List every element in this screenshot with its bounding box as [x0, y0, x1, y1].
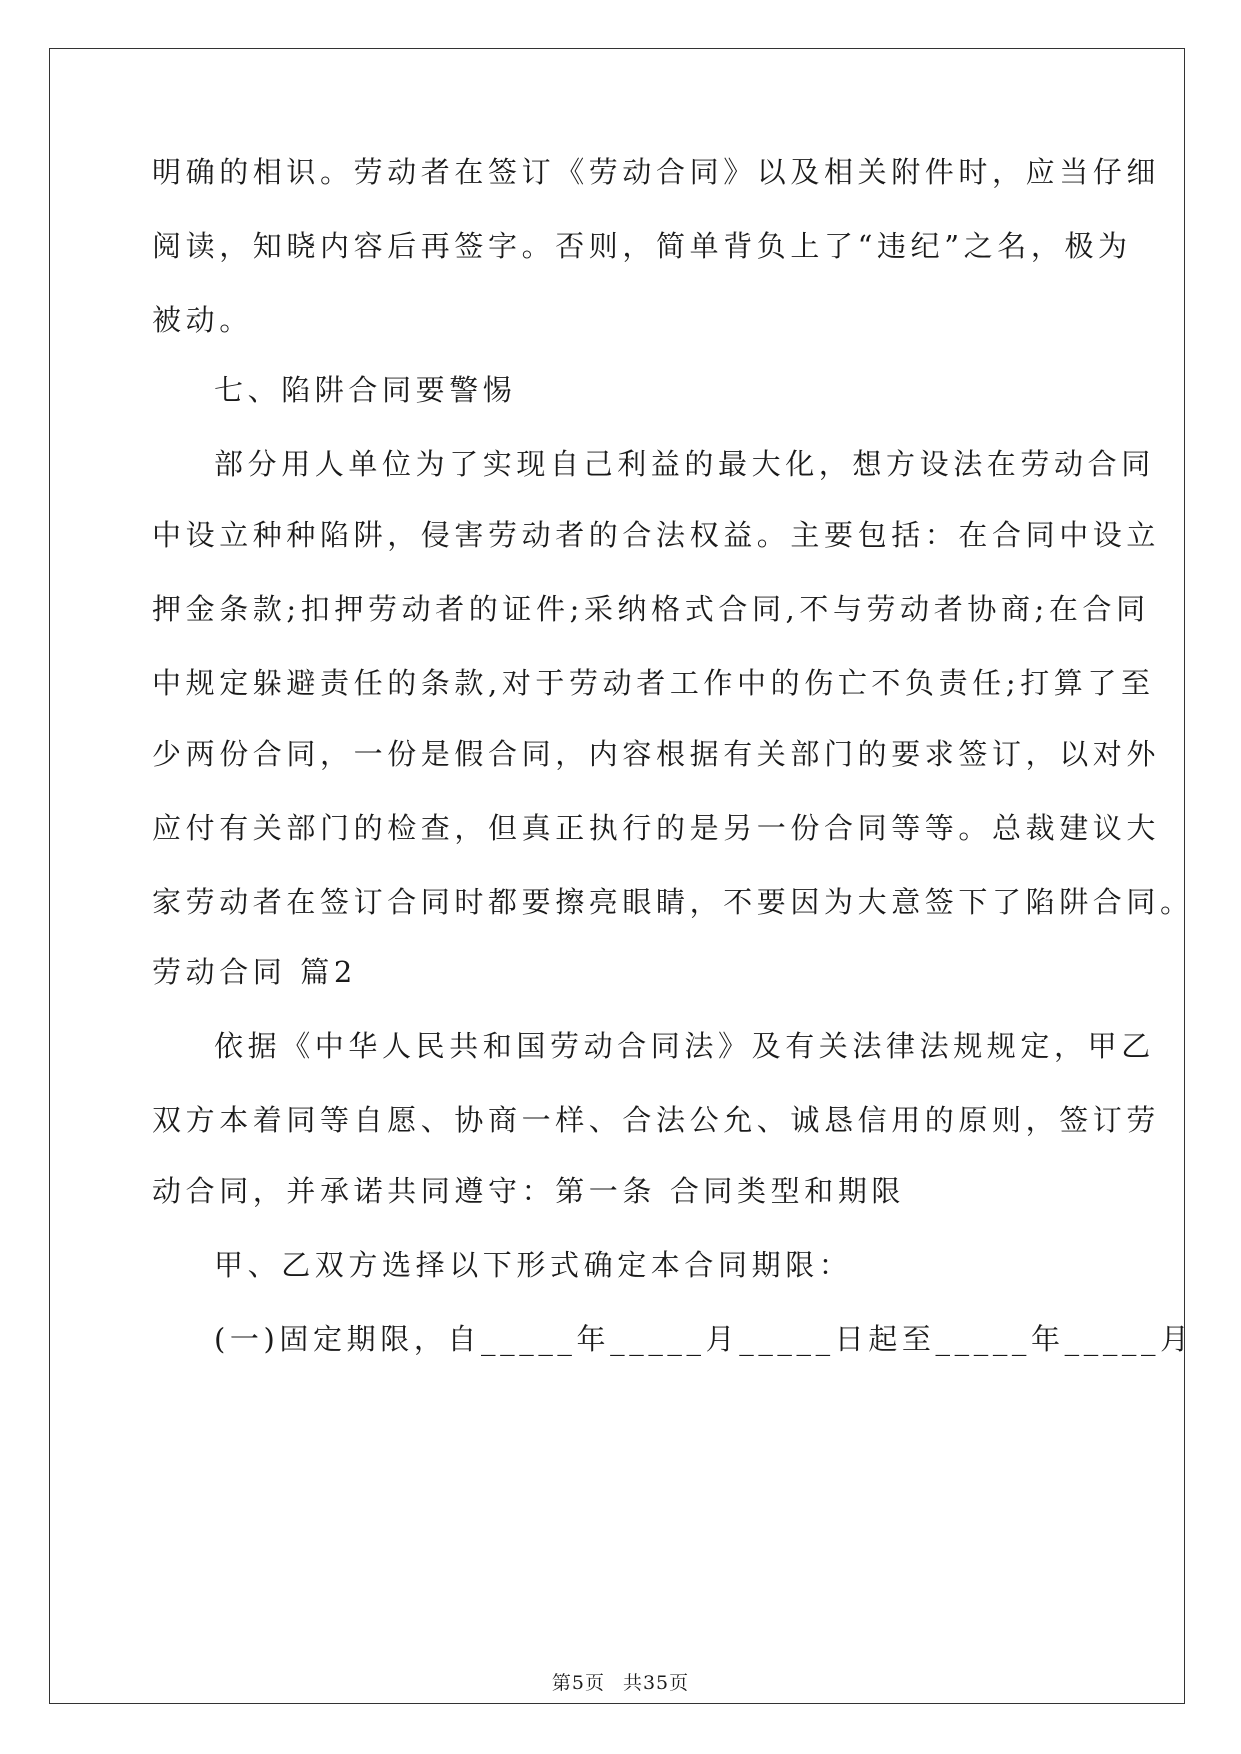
text-line: 家劳动者在签订合同时都要擦亮眼睛，不要因为大意签下了陷阱合同。	[152, 885, 1194, 919]
section-heading: 七、陷阱合同要警惕	[214, 373, 517, 407]
text-line: 阅读，知晓内容后再签字。否则，简单背负上了“违纪”之名，极为	[152, 229, 1132, 263]
total-pages: 共35页	[622, 1672, 690, 1694]
text-line: 少两份合同，一份是假合同，内容根据有关部门的要求签订，以对外	[152, 737, 1161, 771]
text-line: (一)固定期限，自_____年_____月_____日起至_____年_____月	[214, 1322, 1194, 1356]
page-footer	[0, 1668, 1241, 1695]
text-line: 押金条款;扣押劳动者的证件;采纳格式合同,不与劳动者协商;在合同	[152, 592, 1150, 626]
text-line: 中规定躲避责任的条款,对于劳动者工作中的伤亡不负责任;打算了至	[152, 666, 1155, 700]
text-line: 动合同，并承诺共同遵守：第一条 合同类型和期限	[152, 1174, 906, 1208]
text-line: 明确的相识。劳动者在签订《劳动合同》以及相关附件时，应当仔细	[152, 155, 1161, 189]
text-line: 应付有关部门的检查，但真正执行的是另一份合同等等。总裁建议大	[152, 811, 1161, 845]
text-line: 中设立种种陷阱，侵害劳动者的合法权益。主要包括：在合同中设立	[152, 518, 1161, 552]
text-line: 部分用人单位为了实现自己利益的最大化，想方设法在劳动合同	[214, 447, 1155, 481]
page-number: 第5页	[551, 1672, 605, 1694]
text-line: 双方本着同等自愿、协商一样、合法公允、诚恳信用的原则，签订劳	[152, 1103, 1161, 1137]
chapter-heading: 劳动合同 篇2	[152, 955, 357, 989]
page-border	[49, 48, 1185, 1704]
text-line: 被动。	[152, 303, 253, 337]
text-line: 甲、乙双方选择以下形式确定本合同期限：	[214, 1248, 853, 1282]
text-line: 依据《中华人民共和国劳动合同法》及有关法律法规规定，甲乙	[214, 1029, 1155, 1063]
